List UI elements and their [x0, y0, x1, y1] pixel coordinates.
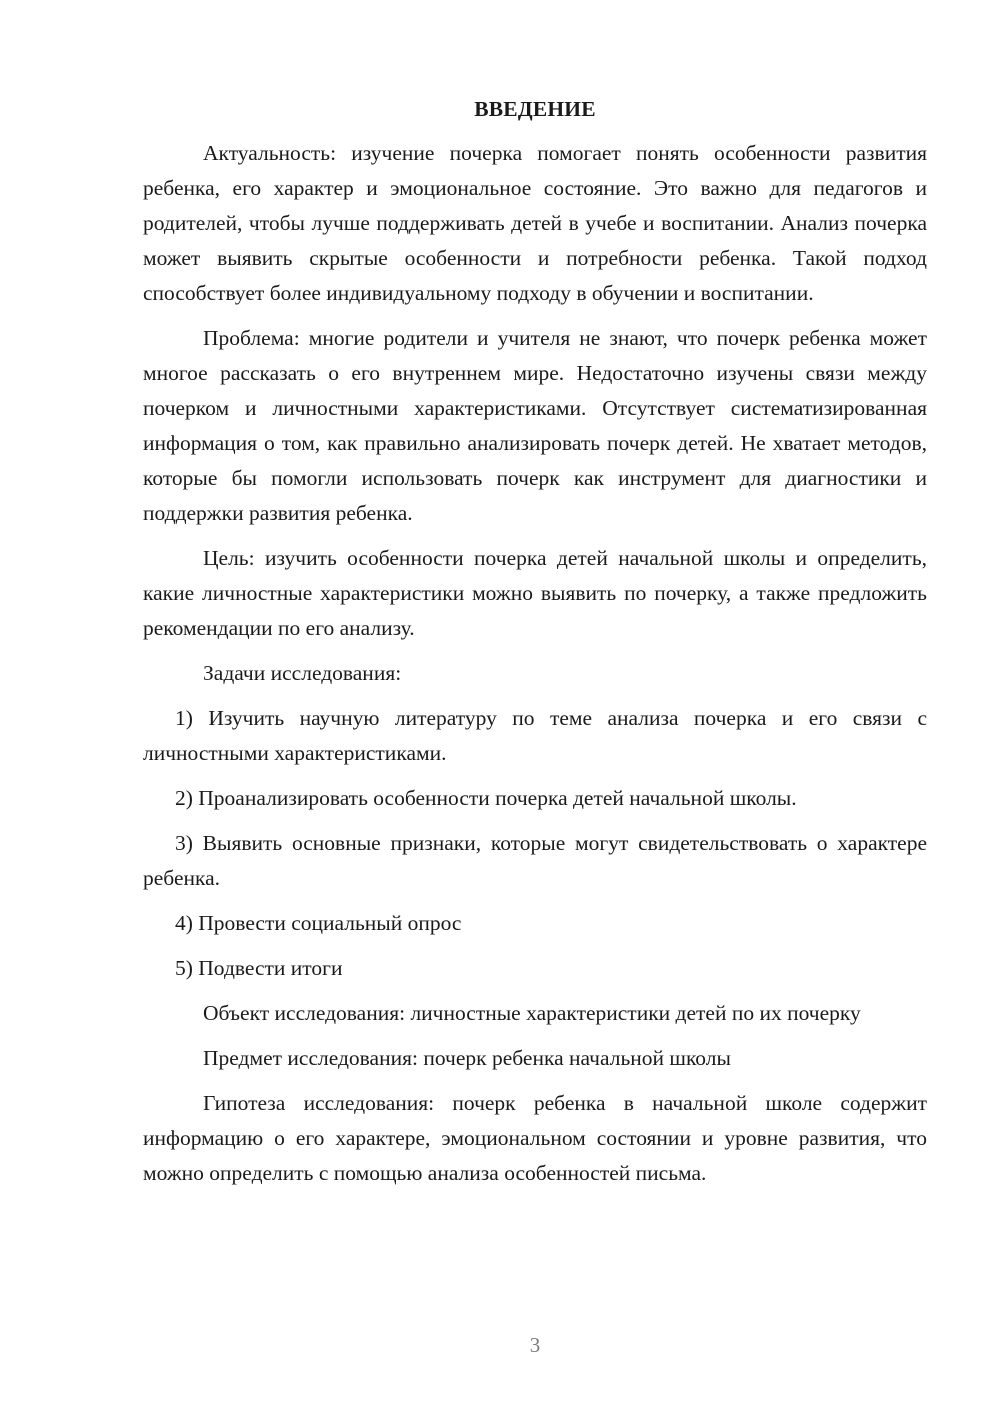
task-item: 2) Проанализировать особенности почерка детей начальной школы.: [175, 786, 797, 810]
goal-paragraph: Цель: изучить особенности почерка детей начальной школы и определить, какие личностные характеристики можно выявить по почерку, а также предложить рекомендации по его анализу.: [143, 546, 927, 640]
task-item: 4) Провести социальный опрос: [175, 911, 462, 935]
task-item: 1) Изучить научную литературу по теме анализа почерка и его связи с личностными характеристиками.: [143, 706, 927, 765]
task-item: 5) Подвести итоги: [175, 956, 343, 980]
hypothesis-paragraph: Гипотеза исследования: почерк ребенка в начальной школе содержит информацию о его характере, эмоциональном состоянии и уровне развития, что можно определить с помощью анализа особенностей письма.: [143, 1091, 927, 1185]
object-paragraph: Объект исследования: личностные характеристики детей по их почерку: [203, 1001, 861, 1025]
section-title: ВВЕДЕНИЕ: [474, 97, 596, 121]
subject-paragraph: Предмет исследования: почерк ребенка начальной школы: [203, 1046, 731, 1070]
document-page: [143, 92, 927, 1201]
problem-paragraph: Проблема: многие родители и учителя не знают, что почерк ребенка может многое рассказать о его внутреннем мире. Недостаточно изучены связи между почерком и личностными характеристиками. Отсутствует систематизированная информация о том, как правильно анализировать почерк детей. Не хватает методов, которые бы помогли использовать почерк как инструмент для диагностики и поддержки развития ребенка.: [143, 326, 927, 525]
tasks-heading: Задачи исследования:: [203, 661, 402, 685]
page-number: 3: [529, 1333, 541, 1357]
relevance-paragraph: Актуальность: изучение почерка помогает понять особенности развития ребенка, его характер и эмоциональное состояние. Это важно для педагогов и родителей, чтобы лучше поддерживать детей в учебе и воспитании. Анализ почерка может выявить скрытые особенности и потребности ребенка. Такой подход способствует более индивидуальному подходу в обучении и воспитании.: [143, 141, 927, 305]
task-item: 3) Выявить основные признаки, которые могут свидетельствовать о характере ребенка.: [143, 831, 927, 890]
